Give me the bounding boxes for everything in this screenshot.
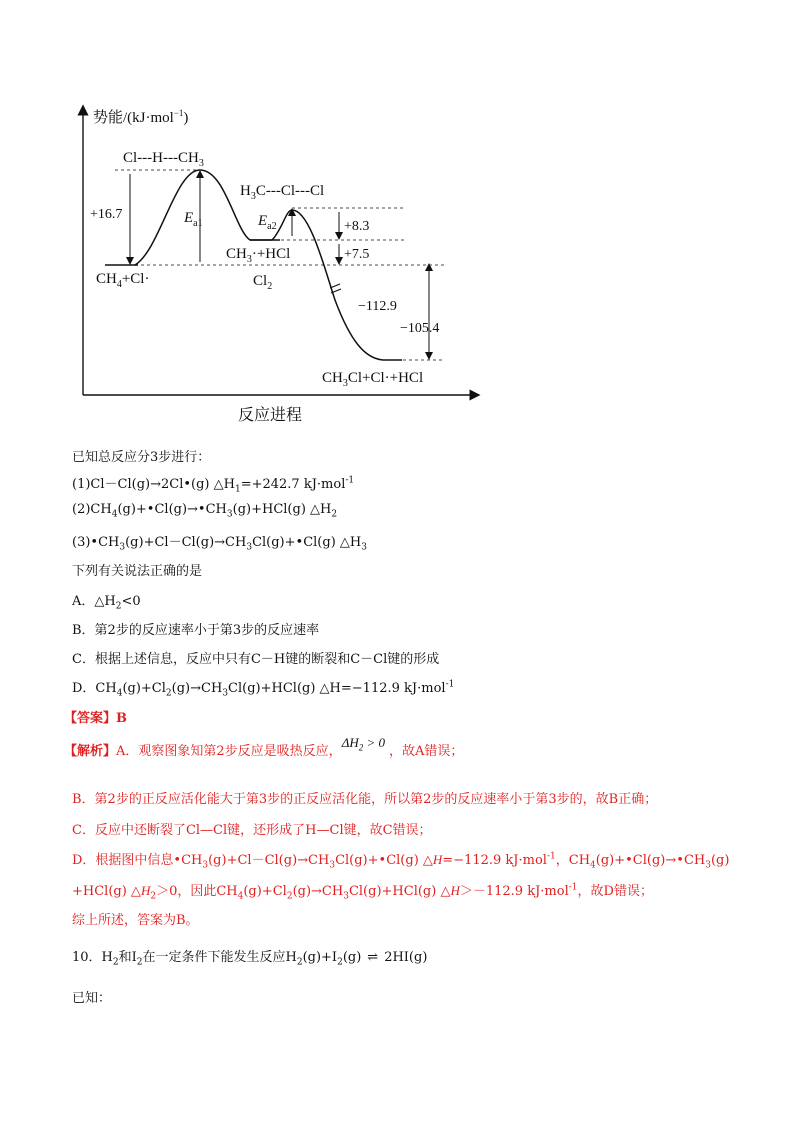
option-a: A．$\triangle H_2<0$ xyxy=(72,594,141,612)
energy-7-5: +7.5 xyxy=(344,247,370,262)
analysis-c: C．反应中还断裂了Cl—Cl键，还形成了H—Cl键，故C错误； xyxy=(72,823,432,838)
energy-8-3: +8.3 xyxy=(344,219,370,234)
step-1: (1)Cl－Cl(g)→2Cl•(g) $\triangle H_1=+242.7$ kJ·mol$^{-1}$ xyxy=(72,475,355,495)
x-axis-label: 反应进程 xyxy=(238,407,303,424)
energy-curve-step3 xyxy=(250,210,402,360)
analysis-d-line1: D．根据图中信息$•CH_3(g)+Cl-Cl(g)\to CH_3Cl(g)+•Cl(g)$ △H=−112.9 kJ·mol$^{-1}$，$CH_4(g)+•Cl(g)\to•CH_3(g)$ xyxy=(72,851,730,871)
energy-profile-diagram xyxy=(60,90,500,430)
step-3: $(3)•CH_3(g)+Cl-Cl(g)\to CH_3Cl(g)+•Cl(g)$ $\triangle H_3$ xyxy=(72,535,367,553)
axis-break-mark xyxy=(330,284,340,288)
intro-text: 已知总反应分3步进行： xyxy=(72,450,211,465)
question-10: 10．$H_2$和$I_2$在一定条件下能发生反应$H_2(g)+I_2(g)$ ⇌ 2HI(g) xyxy=(72,950,428,968)
energy-105-4: −105.4 xyxy=(400,321,440,336)
ea2-label: $E_{a2}$ xyxy=(258,213,277,232)
analysis-a: 【解析】A．观察图象知第2步反应是吸热反应，$\Delta H_2 > 0$，故A错误； xyxy=(64,735,464,759)
intermediate-label: $CH_3\cdot+HCl$ xyxy=(226,246,291,265)
option-d: D．$CH_4(g)+Cl_2(g)\to CH_3Cl(g)+HCl(g)$ △H=−112.9 kJ·mol$^{-1}$ xyxy=(72,679,455,699)
ts1-label: $Cl---H---CH_3$ xyxy=(123,150,204,169)
analysis-d-line2: +HCl(g) $\triangle H_2>0$，因此$CH_4(g)+Cl_2(g)\to CH_3Cl(g)+HCl(g)$ △H＞－112.9 kJ·mol$^{-1}$，故D错误； xyxy=(72,882,653,902)
energy-16-7: +16.7 xyxy=(90,207,123,222)
analysis-b: B．第2步的正反应活化能大于第3步的正反应活化能，所以第2步的反应速率小于第3步的，故B正确； xyxy=(72,792,658,807)
y-axis-label: 势能/(kJ·mol$^{-1}$) xyxy=(93,108,189,126)
step-2: $(2)CH_4(g)+•Cl(g)\to•CH_3(g)+HCl(g)$ $\triangle H_2$ xyxy=(72,502,338,520)
equilibrium-arrow-icon: ⇌ xyxy=(367,950,379,965)
ea1-label: $E_{a1}$ xyxy=(184,210,203,229)
known-label: 已知： xyxy=(72,991,112,1006)
cl2-label: $Cl_2$ xyxy=(253,273,273,292)
product-label: $CH_3Cl+Cl\cdot+HCl$ xyxy=(322,370,424,389)
summary: 综上所述，答案为B。 xyxy=(72,913,199,928)
energy-112-9: −112.9 xyxy=(358,299,397,314)
ts2-label: $H_3C---Cl---Cl$ xyxy=(240,183,325,202)
option-b: B．第2步的反应速率小于第3步的反应速率 xyxy=(72,623,320,638)
option-c: C．根据上述信息，反应中只有C－H键的断裂和C－Cl键的形成 xyxy=(72,652,440,667)
question-stem: 下列有关说法正确的是 xyxy=(72,564,203,579)
answer-label: 【答案】B xyxy=(64,711,127,726)
reactant-label: $CH_4+Cl\cdot$ xyxy=(96,271,150,290)
delta-h2-formula: $\Delta H_2 > 0$ xyxy=(341,735,385,753)
